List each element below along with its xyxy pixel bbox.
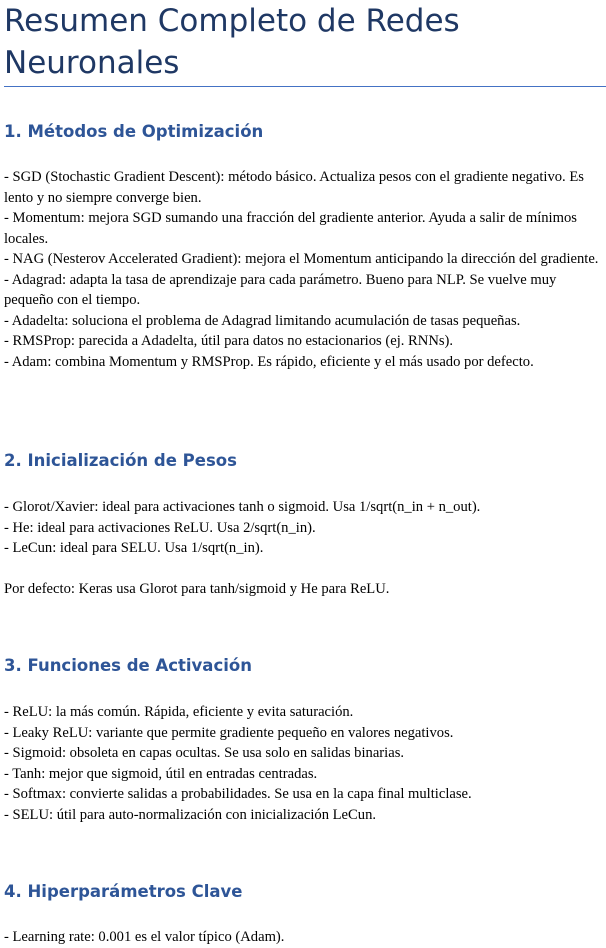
title-underline	[4, 86, 606, 87]
paragraph-adadelta: - Adadelta: soluciona el problema de Adagrad limitando acumulación de tasas pequeñas.	[4, 312, 521, 329]
section-note-inicializacion	[4, 579, 602, 600]
paragraph-adam: - Adam: combina Momentum y RMSProp. Es rápido, eficiente y el más usado por defecto.	[4, 353, 534, 370]
section-heading-activacion: 3. Funciones de Activación	[4, 656, 252, 675]
document-title: Resumen Completo de Redes Neuronales	[4, 3, 460, 81]
paragraph-tanh: - Tanh: mejor que sigmoid, útil en entradas centradas.	[4, 765, 318, 782]
paragraph-selu: - SELU: útil para auto-normalización con inicialización LeCun.	[4, 806, 377, 823]
paragraph-nag: - NAG (Nesterov Accelerated Gradient): mejora el Momentum anticipando la dirección del gradiente.	[4, 251, 599, 267]
section-body-inicializacion	[4, 497, 602, 559]
paragraph-lecun: - LeCun: ideal para SELU. Usa 1/sqrt(n_in).	[4, 540, 264, 556]
section-body-activacion	[4, 702, 602, 825]
paragraph-glorot: - Glorot/Xavier: ideal para activaciones tanh o sigmoid. Usa 1/sqrt(n_in + n_out).	[4, 499, 481, 515]
paragraph-sigmoid: - Sigmoid: obsoleta en capas ocultas. Se usa solo en salidas binarias.	[4, 745, 405, 761]
paragraph-adagrad: - Adagrad: adapta la tasa de aprendizaje para cada parámetro. Bueno para NLP. Se vuelve muy pequeño con el tiempo.	[4, 271, 557, 308]
paragraph-relu: - ReLU: la más común. Rápida, eficiente y evita saturación.	[4, 704, 354, 720]
paragraph-default-note: Por defecto: Keras usa Glorot para tanh/sigmoid y He para ReLU.	[4, 581, 390, 597]
section-body-hiperparametros	[4, 927, 602, 948]
paragraph-sgd: - SGD (Stochastic Gradient Descent): método básico. Actualiza pesos con el gradiente negativo. Es lento y no siempre converge bien.	[4, 169, 584, 206]
paragraph-softmax: - Softmax: convierte salidas a probabilidades. Se usa en la capa final multiclase.	[4, 786, 472, 802]
paragraph-momentum: - Momentum: mejora SGD sumando una fracción del gradiente anterior. Ayuda a salir de mínimos locales.	[4, 210, 577, 247]
paragraph-rmsprop: - RMSProp: parecida a Adadelta, útil para datos no estacionarios (ej. RNNs).	[4, 333, 454, 349]
section-heading-hiperparametros: 4. Hiperparámetros Clave	[4, 882, 243, 901]
paragraph-he: - He: ideal para activaciones ReLU. Usa 2/sqrt(n_in).	[4, 519, 316, 536]
section-body-optimizacion	[4, 167, 602, 372]
paragraph-learning-rate: - Learning rate: 0.001 es el valor típico (Adam).	[4, 929, 285, 945]
section-heading-inicializacion: 2. Inicialización de Pesos	[4, 451, 237, 470]
paragraph-leaky-relu: - Leaky ReLU: variante que permite gradiente pequeño en valores negativos.	[4, 724, 454, 741]
section-heading-optimizacion: 1. Métodos de Optimización	[4, 122, 264, 141]
